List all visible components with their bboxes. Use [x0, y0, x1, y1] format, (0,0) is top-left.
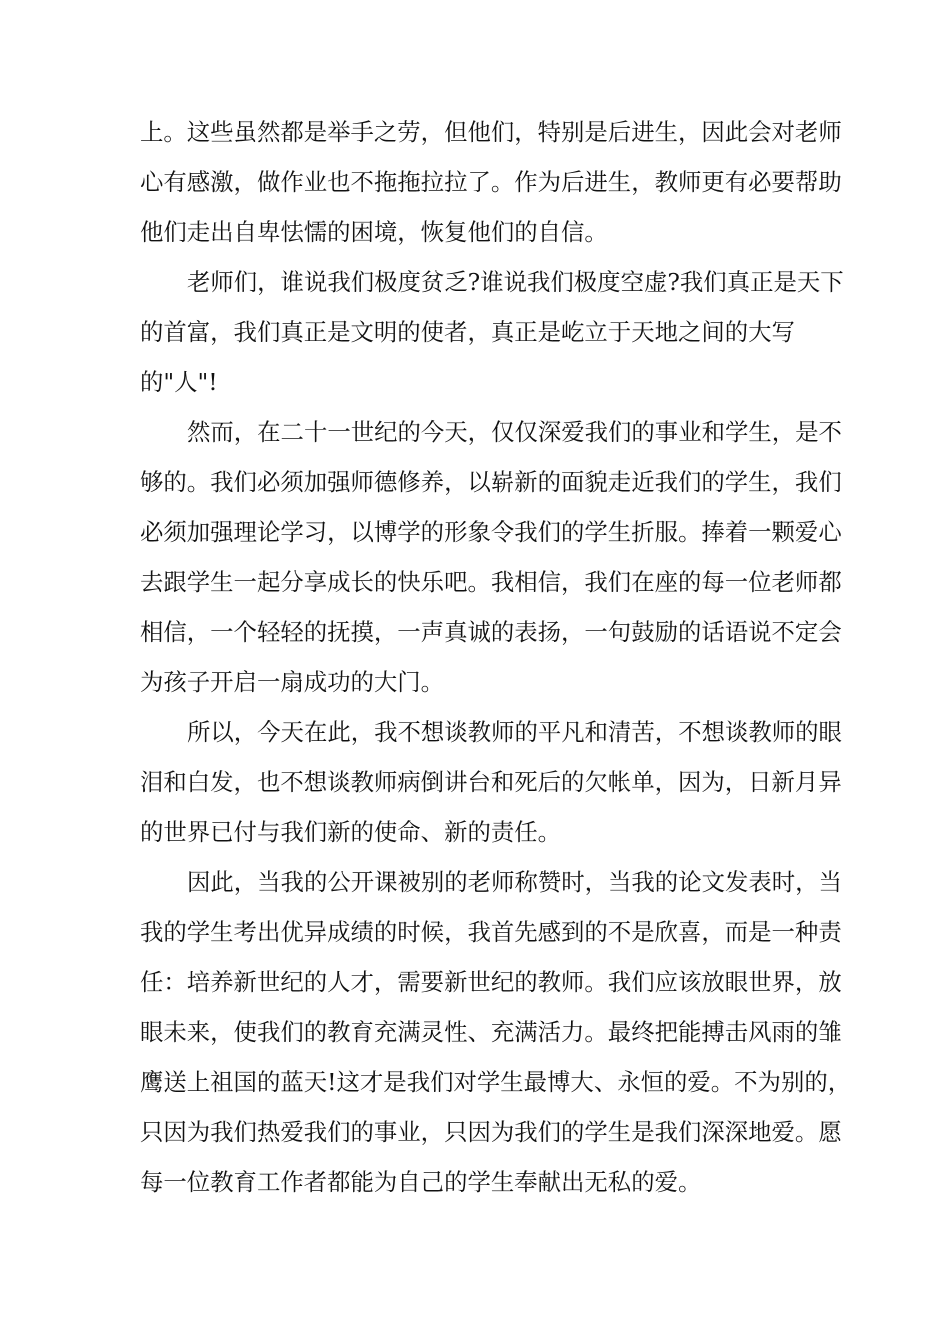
text-line: 相信，一个轻轻的抚摸，一声真诚的表扬，一句鼓励的话语说不定会 [140, 618, 842, 646]
text-line: 的"人"! [140, 368, 218, 396]
text-line: 眼未来，使我们的教育充满灵性、充满活力。最终把能搏击风雨的雏 [140, 1018, 842, 1046]
text-line: 的首富，我们真正是文明的使者，真正是屹立于天地之间的大写 [140, 318, 795, 346]
text-line: 心有感激，做作业也不拖拖拉拉了。作为后进生，教师更有必要帮助 [140, 168, 842, 196]
text-line: 任：培养新世纪的人才，需要新世纪的教师。我们应该放眼世界，放 [140, 968, 842, 996]
text-line: 够的。我们必须加强师德修养，以崭新的面貌走近我们的学生，我们 [140, 468, 842, 496]
text-line: 的世界已付与我们新的使命、新的责任。 [140, 818, 562, 846]
text-line: 上。这些虽然都是举手之劳，但他们，特别是后进生，因此会对老师 [140, 118, 842, 146]
text-line: 必须加强理论学习，以博学的形象令我们的学生折服。捧着一颗爱心 [140, 518, 842, 546]
text-line: 他们走出自卑怯懦的困境，恢复他们的自信。 [140, 218, 608, 246]
paragraph-first-line: 因此，当我的公开课被别的老师称赞时，当我的论文发表时，当 [187, 868, 842, 896]
text-line: 我的学生考出优异成绩的时候，我首先感到的不是欣喜，而是一种责 [140, 918, 842, 946]
text-line: 只因为我们热爱我们的事业，只因为我们的学生是我们深深地爱。愿 [140, 1118, 842, 1146]
paragraph-first-line: 所以，今天在此，我不想谈教师的平凡和清苦，不想谈教师的眼 [187, 718, 842, 746]
text-line: 鹰送上祖国的蓝天!这才是我们对学生最博大、永恒的爱。不为别的， [140, 1068, 852, 1096]
text-line: 去跟学生一起分享成长的快乐吧。我相信，我们在座的每一位老师都 [140, 568, 842, 596]
text-line: 每一位教育工作者都能为自己的学生奉献出无私的爱。 [140, 1168, 702, 1196]
text-line: 泪和白发，也不想谈教师病倒讲台和死后的欠帐单，因为，日新月异 [140, 768, 842, 796]
paragraph-first-line: 然而，在二十一世纪的今天，仅仅深爱我们的事业和学生，是不 [187, 418, 842, 446]
paragraph-first-line: 老师们，谁说我们极度贫乏?谁说我们极度空虚?我们真正是天下 [187, 268, 844, 296]
text-line: 为孩子开启一扇成功的大门。 [140, 668, 445, 696]
